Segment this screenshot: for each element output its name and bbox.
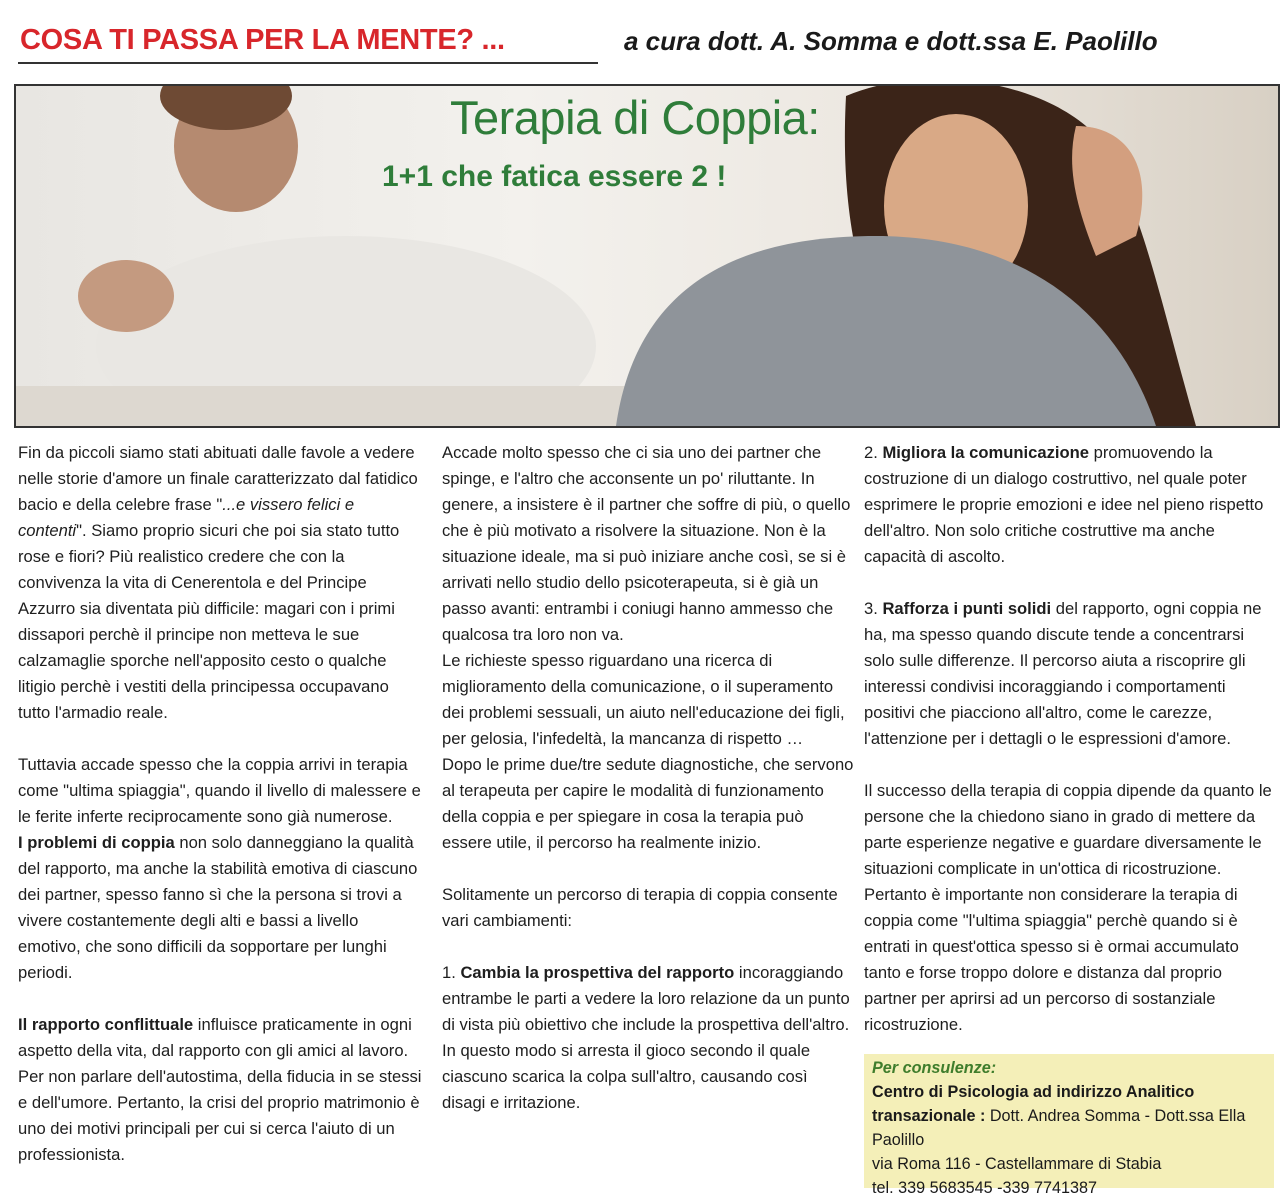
text: ". Siamo proprio sicuri che poi sia stato tutto rose e fiori? Più realistico credere che con la convivenza la vita di Cenerentola e del Principe Azzurro sia diventata più difficile: magari con i primi dissapori perchè il principe non metteva le sue calzamaglie sporche nell'apposito cesto o qualche litigio perchè i vestiti della principessa occupavano tutto l'armadio reale. xyxy=(18,521,400,722)
text: influisce praticamente in ogni aspetto della vita, dal rapporto con gli amici al lavoro. Per non parlare dell'autostima, della fiducia in se stessi e dell'umore. Pertanto, la crisi del proprio matrimonio è uno dei motivi principali per cui si cerca l'aiuto di un professionista. xyxy=(18,1015,422,1164)
text: Fin da piccoli siamo stati abituati dalle favole a vedere nelle storie d'amore un finale caratterizzato dal fatidico bacio e della celebre frase " xyxy=(18,443,418,514)
paragraph: Le richieste spesso riguardano una ricerca di miglioramento della comunicazione, o il superamento dei problemi sessuali, un aiuto nell'educazione dei figli, per gelosia, l'infedeltà, la mancanza di rispetto … xyxy=(442,651,845,748)
bold-lead: Cambia la prospettiva del rapporto xyxy=(460,963,735,982)
paragraph xyxy=(442,960,854,1116)
text: promuovendo la costruzione di un dialogo costruttivo, nel quale poter esprimere le proprie emozioni e idee nel pieno rispetto dell'altro. Non solo critiche costruttive ma anche capacità di ascolto. xyxy=(864,443,1264,566)
article-subtitle: 1+1 che fatica essere 2 ! xyxy=(382,160,727,193)
bold-lead: Il rapporto conflittuale xyxy=(18,1015,194,1034)
paragraph xyxy=(18,1012,422,1168)
man-hands xyxy=(78,260,174,332)
column-title: COSA TI PASSA PER LA MENTE? ... xyxy=(20,24,505,56)
consult-names: Dott. Andrea Somma - Dott.ssa Ella Paolillo xyxy=(872,1107,1246,1149)
consult-heading: Per consulenze: xyxy=(872,1059,997,1077)
paragraph xyxy=(18,440,422,726)
bold-lead: Rafforza i punti solidi xyxy=(882,599,1052,618)
consult-org: Centro di Psicologia ad indirizzo Analitico transazionale : xyxy=(872,1083,1195,1125)
byline: a cura dott. A. Somma e dott.ssa E. Paolillo xyxy=(624,26,1158,56)
paragraph xyxy=(18,830,422,986)
bold-lead: Migliora la comunicazione xyxy=(882,443,1089,462)
hero-banner xyxy=(14,84,1280,428)
paragraph xyxy=(864,440,1274,570)
text-column-2 xyxy=(442,440,854,1142)
consultation-box xyxy=(864,1054,1274,1197)
table-surface xyxy=(16,386,716,426)
text-column-3 xyxy=(864,440,1274,1064)
paragraph xyxy=(864,596,1274,752)
text: non solo danneggiano la qualità del rapporto, ma anche la stabilità emotiva di ciascuno dei partner, spesso fanno sì che la persona si trovi a vivere costantemente degli alti e bassi a livello emotivo, che sono difficili da sopportare per lunghi periodi. xyxy=(18,833,418,982)
list-number: 2. xyxy=(864,443,883,462)
paragraph: Solitamente un percorso di terapia di coppia consente vari cambiamenti: xyxy=(442,885,838,930)
paragraph: Accade molto spesso che ci sia uno dei partner che spinge, e l'altro che acconsente un po' riluttante. In genere, a insistere è il partner che soffre di più, o quello che è più motivato a risolvere la situazione. Non è la situazione ideale, ma si può iniziare anche così, se si è arrivati nello studio dello psicoterapeuta, si è già un passo avanti: entrambi i coniugi hanno ammesso che qualcosa tra loro non va. xyxy=(442,443,851,644)
text-column-1 xyxy=(18,440,422,1194)
consult-address: via Roma 116 - Castellammare di Stabia xyxy=(872,1155,1162,1173)
text: incoraggiando entrambe le parti a vedere la loro relazione da un punto di vista più obiettivo che include la prospettiva dell'altro. In questo modo si arresta il gioco secondo il quale ciascuno scarica la colpa sull'altro, causando così disagi e irritazione. xyxy=(442,963,850,1112)
bold-lead: I problemi di coppia xyxy=(18,833,175,852)
paragraph: Il successo della terapia di coppia dipende da quanto le persone che la chiedono siano in grado di mettere da parte esperienze negative e guardare diversamente le situazioni complicate in un'ottica di ricostruzione. Pertanto è importante non considerare la terapia di coppia come "l'ultima spiaggia" perchè quando si è entrati in quest'ottica spesso si è ormai accumulato tanto e forse troppo dolore e distanza dal proprio partner per aprirsi ad un percorso di sostanziale ricostruzione. xyxy=(864,781,1272,1034)
article-title: Terapia di Coppia: xyxy=(450,91,820,144)
paragraph: Tuttavia accade spesso che la coppia arrivi in terapia come "ultima spiaggia", quando il livello di malessere e le ferite inferte reciprocamente sono già numerose. xyxy=(18,755,421,826)
header-rule xyxy=(18,62,598,64)
list-number: 3. xyxy=(864,599,883,618)
text: del rapporto, ogni coppia ne ha, ma spesso quando discute tende a concentrarsi solo sulle differenze. Il percorso aiuta a riscoprire gli interessi condivisi incoraggiando i comportamenti positivi che piacciono all'altro, come le carezze, l'attenzione per i dettagli o le espressioni d'amore. xyxy=(864,599,1262,748)
consult-org-line xyxy=(872,1080,1266,1152)
list-number: 1. xyxy=(442,963,461,982)
consult-phone: tel. 339 5683545 -339 7741387 xyxy=(872,1179,1098,1197)
paragraph: Dopo le prime due/tre sedute diagnostiche, che servono al terapeuta per capire le modalità di funzionamento della coppia e per spiegare in cosa la terapia può essere utile, il percorso ha realmente inizio. xyxy=(442,755,854,852)
quote: ...e vissero felici e contenti xyxy=(18,495,355,540)
